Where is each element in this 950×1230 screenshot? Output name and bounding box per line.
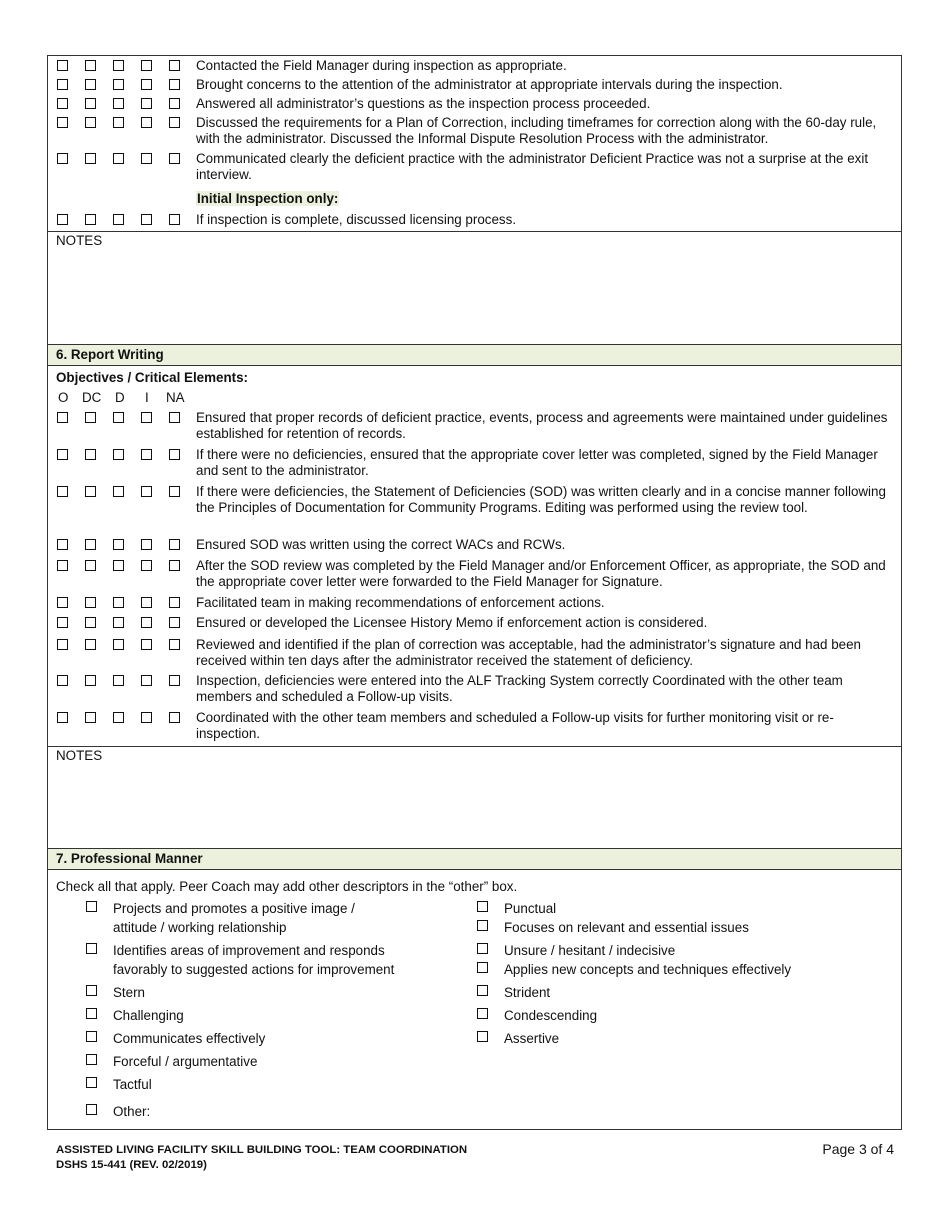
page-number: Page 3 of 4	[822, 1141, 894, 1157]
option-label: Stern	[113, 985, 146, 1000]
option-label: Challenging	[113, 1008, 184, 1023]
option-label: Identifies areas of improvement and responds	[113, 943, 385, 958]
checkbox-o[interactable]	[57, 560, 68, 571]
checkbox-na[interactable]	[169, 486, 180, 497]
option-label: Condescending	[504, 1008, 598, 1023]
option-label: favorably to suggested actions for improvement	[113, 962, 395, 977]
checkbox-dc[interactable]	[85, 79, 96, 90]
checkbox-d[interactable]	[113, 560, 124, 571]
checkbox-d[interactable]	[113, 117, 124, 128]
checkbox-dc[interactable]	[85, 214, 96, 225]
checkbox-i[interactable]	[141, 617, 152, 628]
checkbox-d[interactable]	[113, 60, 124, 71]
checkbox-d[interactable]	[113, 486, 124, 497]
item-text: Facilitated team in making recommendations of enforcement actions.	[196, 595, 605, 610]
item-text: Reviewed and identified if the plan of correction was acceptable, had the administrator’s signature and had been received within ten days after the administrator received the statement of deficiency.	[196, 637, 861, 668]
checkbox-o[interactable]	[57, 60, 68, 71]
checkbox-o[interactable]	[57, 617, 68, 628]
checkbox-d[interactable]	[113, 675, 124, 686]
footer-title-block	[56, 1143, 467, 1173]
option-label: Punctual	[504, 901, 557, 916]
checkbox[interactable]	[477, 920, 488, 931]
item-text: Inspection, deficiencies were entered into the ALF Tracking System correctly Coordinated with the other team members and scheduled a Follow-up visits.	[196, 673, 843, 704]
item-text: Brought concerns to the attention of the administrator at appropriate intervals during the inspection.	[196, 77, 783, 92]
item-text: Ensured that proper records of deficient practice, events, process and agreements were maintained under guidelines established for retention of records.	[196, 410, 888, 441]
checkbox-dc[interactable]	[85, 712, 96, 723]
checkbox-i[interactable]	[141, 675, 152, 686]
checkbox-i[interactable]	[141, 98, 152, 109]
section-7-instruction: Check all that apply. Peer Coach may add other descriptors in the “other” box.	[56, 879, 518, 894]
checkbox-i[interactable]	[141, 117, 152, 128]
option-label: Strident	[504, 985, 551, 1000]
checkbox-i[interactable]	[141, 639, 152, 650]
column-header-o: O	[58, 390, 69, 405]
checkbox-o[interactable]	[57, 486, 68, 497]
checkbox-o[interactable]	[57, 675, 68, 686]
option-label: Other:	[113, 1104, 151, 1119]
notes-label: NOTES	[56, 233, 103, 248]
item-text: After the SOD review was completed by the Field Manager and/or Enforcement Officer, as appropriate, the SOD and the appropriate cover letter were forwarded to the Field Manager for Signature.	[196, 558, 886, 589]
checkbox-dc[interactable]	[85, 675, 96, 686]
checkbox-na[interactable]	[169, 79, 180, 90]
notes-label: NOTES	[56, 748, 103, 763]
option-label: Focuses on relevant and essential issues	[504, 920, 749, 935]
checkbox-o[interactable]	[57, 712, 68, 723]
checkbox-na[interactable]	[169, 560, 180, 571]
checkbox-d[interactable]	[113, 153, 124, 164]
checkbox-dc[interactable]	[85, 60, 96, 71]
checkbox[interactable]	[86, 943, 97, 954]
item-text: Coordinated with the other team members and scheduled a Follow-up visits for further monitoring visit or re-inspection.	[196, 710, 834, 741]
checkbox-dc[interactable]	[85, 639, 96, 650]
checkbox-dc[interactable]	[85, 539, 96, 550]
column-header-na: NA	[166, 390, 185, 405]
checkbox-na[interactable]	[169, 539, 180, 550]
checkbox-i[interactable]	[141, 597, 152, 608]
checkbox[interactable]	[86, 1077, 97, 1088]
checkbox-d[interactable]	[113, 539, 124, 550]
option-label: Forceful / argumentative	[113, 1054, 258, 1069]
column-header-i: I	[145, 390, 149, 405]
checkbox-i[interactable]	[141, 79, 152, 90]
checkbox[interactable]	[477, 985, 488, 996]
checkbox-d[interactable]	[113, 617, 124, 628]
item-text: Ensured or developed the Licensee History Memo if enforcement action is considered.	[196, 615, 708, 630]
item-text: If there were no deficiencies, ensured that the appropriate cover letter was completed, signed by the Field Manager and sent to the administrator.	[196, 447, 878, 478]
checkbox-na[interactable]	[169, 412, 180, 423]
checkbox-d[interactable]	[113, 449, 124, 460]
checkbox-na[interactable]	[169, 214, 180, 225]
column-header-d: D	[115, 390, 125, 405]
checkbox[interactable]	[477, 962, 488, 973]
checkbox[interactable]	[86, 1054, 97, 1065]
checkbox-d[interactable]	[113, 98, 124, 109]
checkbox-na[interactable]	[169, 597, 180, 608]
checkbox-i[interactable]	[141, 412, 152, 423]
checkbox[interactable]	[86, 985, 97, 996]
checkbox-o[interactable]	[57, 639, 68, 650]
checkbox-dc[interactable]	[85, 412, 96, 423]
checkbox-o[interactable]	[57, 153, 68, 164]
option-label: Applies new concepts and techniques effectively	[504, 962, 792, 977]
checkbox-dc[interactable]	[85, 153, 96, 164]
checkbox-dc[interactable]	[85, 597, 96, 608]
checkbox[interactable]	[86, 1031, 97, 1042]
column-headers	[48, 390, 901, 406]
checkbox-i[interactable]	[141, 214, 152, 225]
checkbox-i[interactable]	[141, 712, 152, 723]
checkbox-na[interactable]	[169, 639, 180, 650]
checkbox-dc[interactable]	[85, 486, 96, 497]
checkbox-na[interactable]	[169, 117, 180, 128]
checkbox[interactable]	[477, 1008, 488, 1019]
checkbox[interactable]	[86, 901, 97, 912]
checkbox[interactable]	[477, 1031, 488, 1042]
checkbox-i[interactable]	[141, 560, 152, 571]
checkbox-na[interactable]	[169, 675, 180, 686]
form-frame	[47, 55, 902, 1130]
checkbox-na[interactable]	[169, 712, 180, 723]
checkbox-o[interactable]	[57, 412, 68, 423]
checkbox-dc[interactable]	[85, 98, 96, 109]
checkbox-i[interactable]	[141, 539, 152, 550]
checkbox-na[interactable]	[169, 153, 180, 164]
checkbox-d[interactable]	[113, 79, 124, 90]
checkbox-i[interactable]	[141, 486, 152, 497]
checkbox-d[interactable]	[113, 214, 124, 225]
checkbox-o[interactable]	[57, 117, 68, 128]
checkbox[interactable]	[86, 1104, 97, 1115]
footer-form-number: DSHS 15-441 (REV. 02/2019)	[56, 1159, 207, 1171]
item-text: If there were deficiencies, the Statement of Deficiencies (SOD) was written clearly and in a concise manner following the Principles of Documentation for Community Programs. Editing was performed using the review tool.	[196, 484, 886, 515]
option-label: Projects and promotes a positive image /	[113, 901, 355, 916]
checkbox-d[interactable]	[113, 712, 124, 723]
checkbox-o[interactable]	[57, 79, 68, 90]
checkbox-d[interactable]	[113, 639, 124, 650]
divider	[48, 231, 901, 232]
option-label: Tactful	[113, 1077, 152, 1092]
footer-title: ASSISTED LIVING FACILITY SKILL BUILDING TOOL: TEAM COORDINATION	[56, 1144, 468, 1156]
checkbox-o[interactable]	[57, 539, 68, 550]
checkbox[interactable]	[477, 901, 488, 912]
initial-inspection-label: Initial Inspection only:	[197, 191, 339, 206]
checkbox-dc[interactable]	[85, 117, 96, 128]
notes-area-top[interactable]	[48, 249, 901, 344]
checkbox-na[interactable]	[169, 60, 180, 71]
objectives-label: Objectives / Critical Elements:	[56, 370, 249, 385]
item-text: Ensured SOD was written using the correct WACs and RCWs.	[196, 537, 566, 552]
checkbox-dc[interactable]	[85, 449, 96, 460]
option-label: attitude / working relationship	[113, 920, 287, 935]
checkbox-na[interactable]	[169, 617, 180, 628]
checkbox-i[interactable]	[141, 60, 152, 71]
column-header-dc: DC	[82, 390, 102, 405]
item-text: Discussed the requirements for a Plan of Correction, including timeframes for correction along with the 60-day rule, with the administrator. Discussed the Informal Dispute Resolution Process with the administrator.	[196, 115, 877, 146]
checkbox-dc[interactable]	[85, 617, 96, 628]
checkbox-d[interactable]	[113, 412, 124, 423]
option-label: Unsure / hesitant / indecisive	[504, 943, 676, 958]
checkbox-i[interactable]	[141, 449, 152, 460]
checkbox-o[interactable]	[57, 597, 68, 608]
checkbox[interactable]	[86, 1008, 97, 1019]
checkbox-dc[interactable]	[85, 560, 96, 571]
checkbox-o[interactable]	[57, 98, 68, 109]
checkbox-d[interactable]	[113, 597, 124, 608]
checkbox-o[interactable]	[57, 214, 68, 225]
item-text: Contacted the Field Manager during inspection as appropriate.	[196, 58, 567, 73]
divider	[48, 746, 901, 747]
item-text: Answered all administrator’s questions as the inspection process proceeded.	[196, 96, 651, 111]
item-text: If inspection is complete, discussed licensing process.	[196, 212, 517, 227]
checkbox-na[interactable]	[169, 98, 180, 109]
checkbox[interactable]	[477, 943, 488, 954]
section-6-header: 6. Report Writing	[48, 344, 901, 366]
checkbox-na[interactable]	[169, 449, 180, 460]
notes-area-section-6[interactable]	[48, 764, 901, 848]
option-label: Communicates effectively	[113, 1031, 266, 1046]
item-text: Communicated clearly the deficient practice with the administrator Deficient Practice was not a surprise at the exit interview.	[196, 151, 869, 182]
option-label: Assertive	[504, 1031, 560, 1046]
checkbox-o[interactable]	[57, 449, 68, 460]
checkbox-i[interactable]	[141, 153, 152, 164]
section-7-header: 7. Professional Manner	[48, 848, 901, 870]
